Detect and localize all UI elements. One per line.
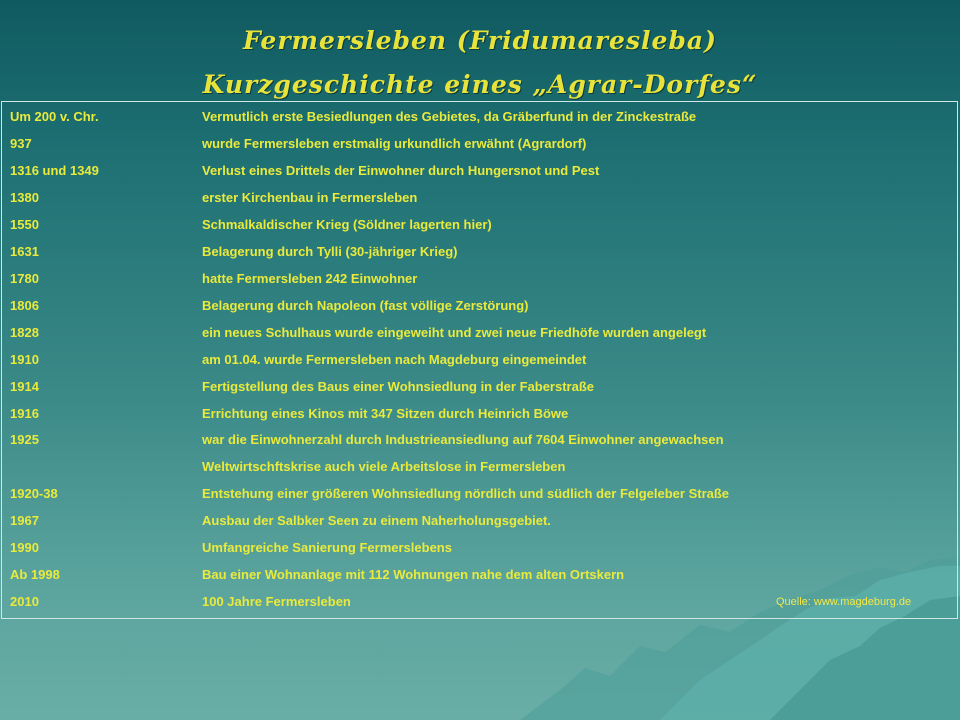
row-year: 1380 (10, 190, 39, 205)
row-year: 2010 (10, 594, 39, 609)
row-event: Bau einer Wohnanlage mit 112 Wohnungen nahe dem alten Ortskern (202, 567, 625, 582)
row-event: ein neues Schulhaus wurde eingeweiht und zwei neue Friedhöfe wurden angelegt (202, 325, 707, 340)
row-year: 1967 (10, 513, 39, 528)
table-row (2, 266, 957, 292)
row-year: 937 (10, 136, 32, 151)
row-event: Vermutlich erste Besiedlungen des Gebietes, da Gräberfund in der Zinckestraße (202, 109, 697, 124)
row-year: Ab 1998 (10, 567, 60, 582)
table-row (2, 158, 957, 184)
row-event: hatte Fermersleben 242 Einwohner (202, 271, 418, 286)
row-year: 1914 (10, 379, 39, 394)
row-year: 1806 (10, 298, 39, 313)
row-event: Weltwirtschftskrise auch viele Arbeitslose in Fermersleben (202, 459, 566, 474)
row-year: 1916 (10, 406, 39, 421)
row-year: 1780 (10, 271, 39, 286)
row-event: Errichtung eines Kinos mit 347 Sitzen durch Heinrich Böwe (202, 406, 569, 421)
table-row (2, 454, 957, 480)
row-year: 1316 und 1349 (10, 163, 99, 178)
table-row (2, 535, 957, 561)
table-row (2, 562, 957, 588)
row-event: erster Kirchenbau in Fermersleben (202, 190, 418, 205)
row-year: 1910 (10, 352, 39, 367)
table-row (2, 320, 957, 346)
row-event: Entstehung einer größeren Wohnsiedlung nördlich und südlich der Felgeleber Straße (202, 486, 730, 501)
table-row (2, 185, 957, 211)
row-event: Ausbau der Salbker Seen zu einem Naherholungsgebiet. (202, 513, 551, 528)
row-event: Umfangreiche Sanierung Fermerslebens (202, 540, 452, 555)
row-event: Schmalkaldischer Krieg (Söldner lagerten hier) (202, 217, 492, 232)
row-event: am 01.04. wurde Fermersleben nach Magdeburg eingemeindet (202, 352, 587, 367)
row-event: wurde Fermersleben erstmalig urkundlich erwähnt (Agrardorf) (202, 136, 587, 151)
row-year: Um 200 v. Chr. (10, 109, 99, 124)
row-year: 1631 (10, 244, 39, 259)
table-row (2, 104, 957, 130)
table-row (2, 427, 957, 453)
row-year: 1925 (10, 432, 39, 447)
history-table (1, 101, 958, 619)
row-year: 1828 (10, 325, 39, 340)
row-event: war die Einwohnerzahl durch Industrieansiedlung auf 7604 Einwohner angewachsen (202, 432, 724, 447)
table-row (2, 374, 957, 400)
table-row (2, 131, 957, 157)
page-title: Fermersleben (Fridumaresleba) (243, 26, 717, 55)
table-row (2, 508, 957, 534)
table-row (2, 293, 957, 319)
row-year: 1550 (10, 217, 39, 232)
source-note: Quelle: www.magdeburg.de (776, 596, 912, 608)
page-subtitle: Kurzgeschichte eines „Agrar-Dorfes“ (202, 70, 758, 99)
table-row (2, 347, 957, 373)
table-row (2, 212, 957, 238)
row-event: Belagerung durch Tylli (30-jähriger Krieg) (202, 244, 458, 259)
table-row (2, 239, 957, 265)
row-year: 1920-38 (10, 486, 58, 501)
row-event: Verlust eines Drittels der Einwohner durch Hungersnot und Pest (202, 163, 600, 178)
row-event: 100 Jahre Fermersleben (202, 594, 351, 609)
row-event: Fertigstellung des Baus einer Wohnsiedlung in der Faberstraße (202, 379, 594, 394)
row-event: Belagerung durch Napoleon (fast völlige Zerstörung) (202, 298, 529, 313)
table-row (2, 481, 957, 507)
row-year: 1990 (10, 540, 39, 555)
table-row (2, 401, 957, 427)
